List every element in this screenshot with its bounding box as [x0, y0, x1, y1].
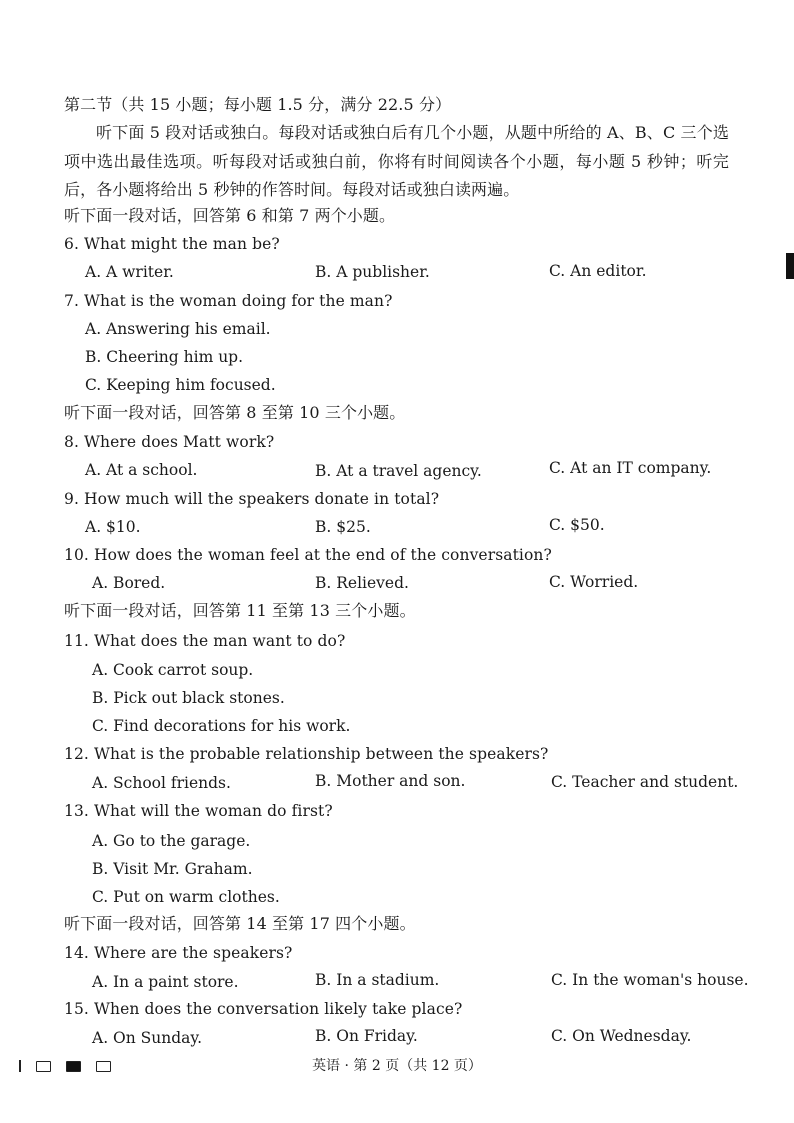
q9-option-c: C. $50. — [549, 516, 605, 534]
registration-mark — [786, 253, 794, 279]
q10-option-a: A. Bored. — [92, 574, 166, 592]
group-instruction-4: 听下面一段对话，回答第 14 至第 17 四个小题。 — [64, 914, 416, 933]
q6-option-c: C. An editor. — [549, 262, 647, 280]
q12-option-a: A. School friends. — [92, 774, 231, 792]
question-8: 8. Where does Matt work? — [64, 433, 275, 451]
question-9: 9. How much will the speakers donate in total? — [64, 490, 440, 508]
q9-option-a: A. $10. — [85, 518, 141, 536]
q7-option-b: B. Cheering him up. — [85, 348, 244, 366]
section-heading: 第二节（共 15 小题；每小题 1.5 分，满分 22.5 分） — [64, 95, 452, 114]
section-instructions: 听下面 5 段对话或独白。每段对话或独白后有几个小题，从题中所给的 A、B、C 三个选项中选出最佳选项。听每段对话或独白前，你将有时间阅读各个小题，每小题 5 秒钟；听完后，各小题将给出 5 秒钟的作答时间。每段对话或独白读两遍。 — [64, 123, 729, 199]
question-7: 7. What is the woman doing for the man? — [64, 292, 393, 310]
q7-option-c: C. Keeping him focused. — [85, 376, 276, 394]
group-instruction-2: 听下面一段对话，回答第 8 至第 10 三个小题。 — [64, 403, 406, 422]
q14-option-b: B. In a stadium. — [315, 971, 440, 989]
question-12: 12. What is the probable relationship between the speakers? — [64, 745, 549, 763]
q7-option-a: A. Answering his email. — [85, 320, 271, 338]
q9-option-b: B. $25. — [315, 518, 371, 536]
question-10: 10. How does the woman feel at the end of the conversation? — [64, 546, 552, 564]
q15-option-b: B. On Friday. — [315, 1027, 418, 1045]
q13-option-a: A. Go to the garage. — [92, 832, 251, 850]
q13-option-c: C. Put on warm clothes. — [92, 888, 280, 906]
q8-option-c: C. At an IT company. — [549, 459, 712, 477]
page-number-footer: 英语 · 第 2 页（共 12 页） — [312, 1058, 482, 1074]
question-14: 14. Where are the speakers? — [64, 944, 293, 962]
q8-option-a: A. At a school. — [85, 461, 198, 479]
q11-option-b: B. Pick out black stones. — [92, 689, 285, 707]
q12-option-b: B. Mother and son. — [315, 772, 466, 790]
question-11: 11. What does the man want to do? — [64, 632, 346, 650]
q13-option-b: B. Visit Mr. Graham. — [92, 860, 253, 878]
q6-option-a: A. A writer. — [85, 263, 174, 281]
q10-option-c: C. Worried. — [549, 573, 639, 591]
group-instruction-3: 听下面一段对话，回答第 11 至第 13 三个小题。 — [64, 601, 416, 620]
q11-option-a: A. Cook carrot soup. — [92, 661, 254, 679]
group-instruction-1: 听下面一段对话，回答第 6 和第 7 两个小题。 — [64, 206, 396, 225]
question-15: 15. When does the conversation likely take place? — [64, 1000, 463, 1018]
q15-option-c: C. On Wednesday. — [551, 1027, 692, 1045]
q12-option-c: C. Teacher and student. — [551, 773, 739, 791]
q6-option-b: B. A publisher. — [315, 263, 430, 281]
q14-option-a: A. In a paint store. — [92, 973, 239, 991]
q8-option-b: B. At a travel agency. — [315, 462, 482, 480]
q15-option-a: A. On Sunday. — [92, 1029, 203, 1047]
q11-option-c: C. Find decorations for his work. — [92, 717, 351, 735]
question-6: 6. What might the man be? — [64, 235, 280, 253]
question-13: 13. What will the woman do first? — [64, 802, 333, 820]
q10-option-b: B. Relieved. — [315, 574, 409, 592]
q14-option-c: C. In the woman's house. — [551, 971, 749, 989]
